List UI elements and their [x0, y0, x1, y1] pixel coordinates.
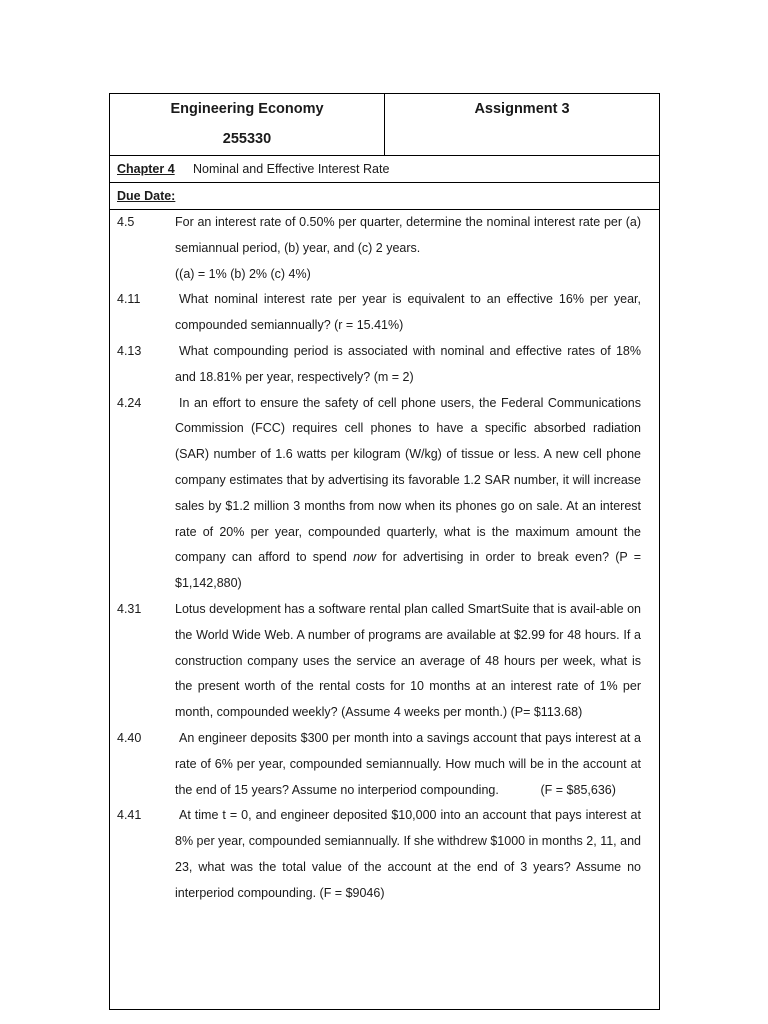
problem-text: At time t = 0, and engineer deposited $10,000 into an account that pays interest at 8% per year, compounded semiannually. If she withdrew $1000 in months 2, 11, and 23, what was the total value of the account at the end of 3 years? Assume no interperiod compounding. (F = $9046): [175, 808, 641, 900]
problem-number: 4.13: [117, 343, 142, 358]
due-date-row: [110, 183, 659, 210]
problem-item: [110, 597, 659, 726]
problem-item: [110, 287, 659, 339]
problem-number: 4.24: [117, 395, 142, 410]
problem-text: For an interest rate of 0.50% per quarter, determine the nominal interest rate per (a) semiannual period, (b) year, and (c) 2 years. ((a) = 1% (b) 2% (c) 4%): [175, 215, 641, 281]
course-cell: [110, 94, 385, 155]
problem-number: 4.31: [117, 601, 142, 616]
problem-item: [110, 391, 659, 597]
assignment-cell: [385, 94, 659, 155]
problem-answer: ((a) = 1% (b) 2% (c) 4%): [175, 266, 311, 281]
chapter-row: [110, 156, 659, 183]
assignment-title: Assignment 3: [474, 101, 570, 117]
problem-number: 4.11: [117, 292, 141, 307]
problem-item: [110, 726, 659, 803]
problem-answer: (F = $85,636): [540, 782, 616, 797]
chapter-label: Chapter 4: [117, 162, 175, 176]
problem-number: 4.5: [117, 215, 135, 229]
header-row: [110, 94, 659, 156]
problem-text: In an effort to ensure the safety of cell phone users, the Federal Communications Commission (FCC) requires cell phones to have a specific absorbed radiation (SAR) number of 1.6 watts per kilogram (W/kg) of tissue or less. A new cell phone company estimates that by advertising its favorable 1.2 SAR number, it will increase sales by $1.2 million 3 months from now when its phones go on sale. At an interest rate of 20% per year, compounded quarterly, what is the maximum amount the company can afford to spend now for advertising in order to break even? (P = $1,142,880): [175, 395, 641, 591]
problem-text: An engineer deposits $300 per month into a savings account that pays interest at a rate of 6% per year, compounded semiannually. How much will be in the account at the end of 15 years? Assume no interperiod compounding. (F = $85,636): [175, 730, 641, 797]
due-date-label: Due Date:: [117, 189, 176, 203]
problem-list: [110, 210, 659, 907]
problem-text: Lotus development has a software rental plan called SmartSuite that is avail-able on the World Wide Web. A number of programs are available at $2.99 for 48 hours. If a construction company uses the service an average of 48 hours per week, what is the present worth of the rental costs for 10 months at an interest rate of 1% per month, compounded weekly? (Assume 4 weeks per month.) (P= $113.68): [175, 601, 641, 720]
problem-number: 4.41: [117, 808, 142, 823]
problem-item: [110, 339, 659, 391]
problem-item: [110, 803, 659, 906]
chapter-title: Nominal and Effective Interest Rate: [193, 162, 390, 176]
course-code: 255330: [222, 131, 272, 147]
course-title: Engineering Economy: [170, 101, 324, 117]
problem-number: 4.40: [117, 730, 142, 745]
assignment-sheet: [109, 93, 660, 1010]
problem-text: What compounding period is associated with nominal and effective rates of 18% and 18.81% per year, respectively? (m = 2): [175, 343, 641, 384]
problem-item: [110, 210, 659, 287]
problem-text: What nominal interest rate per year is equivalent to an effective 16% per year, compounded semiannually? (r = 15.41%): [175, 292, 641, 333]
